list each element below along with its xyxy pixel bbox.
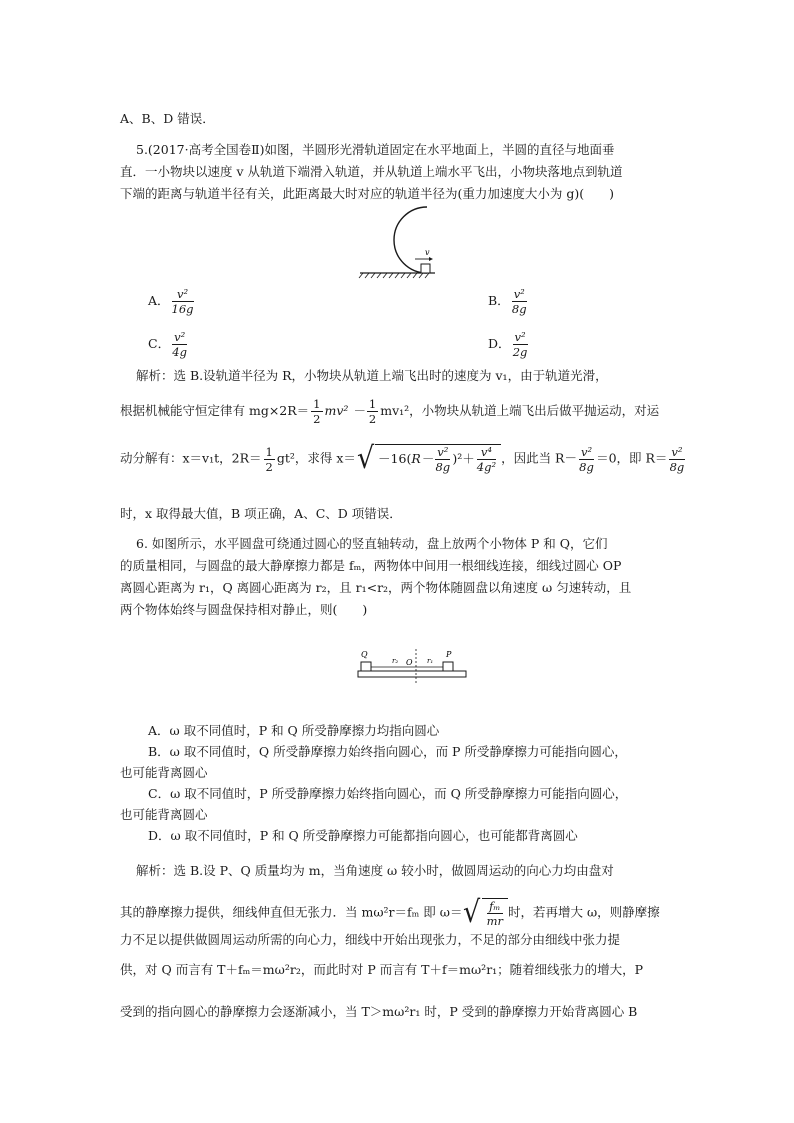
q6-solution-line1: 解析：选 B.设 P、Q 质量均为 m，当角速度 ω 较小时，做圆周运动的向心力均由盘对 xyxy=(136,863,614,878)
q5-stem-line1: 5.(2017·高考全国卷Ⅱ)如图，半圆形光滑轨道固定在水平地面上，半圆的直径与地面垂 xyxy=(136,142,615,157)
previous-answer-tail: A、B、D 错误． xyxy=(120,111,215,126)
q6-fig-r2-label: r₂ xyxy=(392,657,399,665)
q6-option-a[interactable]: A．ω 取不同值时，P 和 Q 所受静摩擦力均指向圆心 xyxy=(148,723,440,738)
q5-stem-line3: 下端的距离与轨道半径有关，此距离最大时对应的轨道半径为(重力加速度大小为 g)( ) xyxy=(120,186,614,201)
q6-solution-line2: 其的静摩擦力提供，细线伸直但无张力．当 mω²r＝fₘ 即 ω＝√ $\frac{\text{fₘ}}{mr}$ 时，若再增大 ω，则静摩擦 xyxy=(120,895,660,930)
q5-option-b[interactable]: B． $\frac{\text{v²}}{8g}$ xyxy=(488,287,527,316)
q6-option-b-cont: 也可能背离圆心 xyxy=(120,765,208,780)
q6-stem-line2: 的质量相同，与圆盘的最大静摩擦力都是 fₘ，两物体中间用一根细线连接，细线过圆心 OP xyxy=(120,558,622,573)
q6-solution-line5: 受到的指向圆心的静摩擦力会逐渐减小，当 T＞mω²r₁ 时，P 受到的静摩擦力开始背离圆心 B xyxy=(120,1004,638,1019)
q6-option-d[interactable]: D．ω 取不同值时，P 和 Q 所受静摩擦力可能都指向圆心，也可能都背离圆心 xyxy=(148,828,578,843)
q5-semicircle-track-figure xyxy=(355,203,470,283)
q5-fig-velocity-label: v xyxy=(425,248,430,257)
q6-fig-p-label: P xyxy=(446,650,452,659)
q6-fig-q-label: Q xyxy=(361,650,368,659)
q5-option-c[interactable]: C． $\frac{\text{v²}}{4g}$ xyxy=(148,330,187,359)
q6-fig-r1-label: r₁ xyxy=(427,657,434,665)
q5-solution-line4: 时，x 取得最大值，B 项正确，A、C、D 项错误． xyxy=(120,506,402,521)
q5-option-d[interactable]: D． $\frac{\text{v²}}{2g}$ xyxy=(488,330,528,359)
q5-option-a[interactable]: A． $\frac{\text{v²}}{16g}$ xyxy=(148,287,194,316)
q6-rotating-disc-figure xyxy=(352,645,472,685)
q6-fig-o-label: O xyxy=(406,658,413,667)
q6-option-c-cont: 也可能背离圆心 xyxy=(120,807,208,822)
q6-option-b[interactable]: B．ω 取不同值时，Q 所受静摩擦力始终指向圆心，而 P 所受静摩擦力可能指向圆心， xyxy=(148,744,627,759)
q6-stem-line1: 6. 如图所示，水平圆盘可绕通过圆心的竖直轴转动，盘上放两个小物体 P 和 Q，它们 xyxy=(136,536,608,551)
q5-stem-line2: 直．一小物块以速度 v 从轨道下端滑入轨道，并从轨道上端水平飞出，小物块落地点到轨道 xyxy=(120,164,623,179)
q5-solution-line2: 根据机械能守恒定律有 mg×2R＝ $\frac{1}{2}$ mv² － $\frac{1}{2}$ mv₁²，小物块从轨道上端飞出后做平抛运动，对运 xyxy=(120,397,660,426)
q6-solution-line4: 供，对 Q 而言有 T＋fₘ＝mω²r₂，而此时对 P 而言有 T＋f＝mω²r₁；随着细线张力的增大，P xyxy=(120,962,644,977)
q5-solution-line1: 解析：选 B.设轨道半径为 R，小物块从轨道上端飞出时的速度为 v₁，由于轨道光滑， xyxy=(136,368,608,383)
q6-stem-line3: 离圆心距离为 r₁，Q 离圆心距离为 r₂，且 r₁<r₂，两个物体随圆盘以角速度 ω 匀速转动，且 xyxy=(120,580,632,595)
q6-stem-line4: 两个物体始终与圆盘保持相对静止，则( ) xyxy=(120,602,368,617)
q5-solution-line3: 动分解有：x＝v₁t，2R＝ $\frac{1}{2}$ gt²，求得 x＝√ －16(R－ $\frac{\text{v²}}{8g}$ )²＋ $\frac{\text{v⁴}}{\text{4g²}}$ ，因此当 R－ $\frac{\text{v²}}{8g}$ ＝0，即 R＝ $\frac{\text{v²}}{8g}$ xyxy=(120,441,685,476)
q6-option-c[interactable]: C．ω 取不同值时，P 所受静摩擦力始终指向圆心，而 Q 所受静摩擦力可能指向圆心， xyxy=(148,786,628,801)
q6-solution-line3: 力不足以提供做圆周运动所需的向心力，细线中开始出现张力，不足的部分由细线中张力提 xyxy=(120,932,621,947)
